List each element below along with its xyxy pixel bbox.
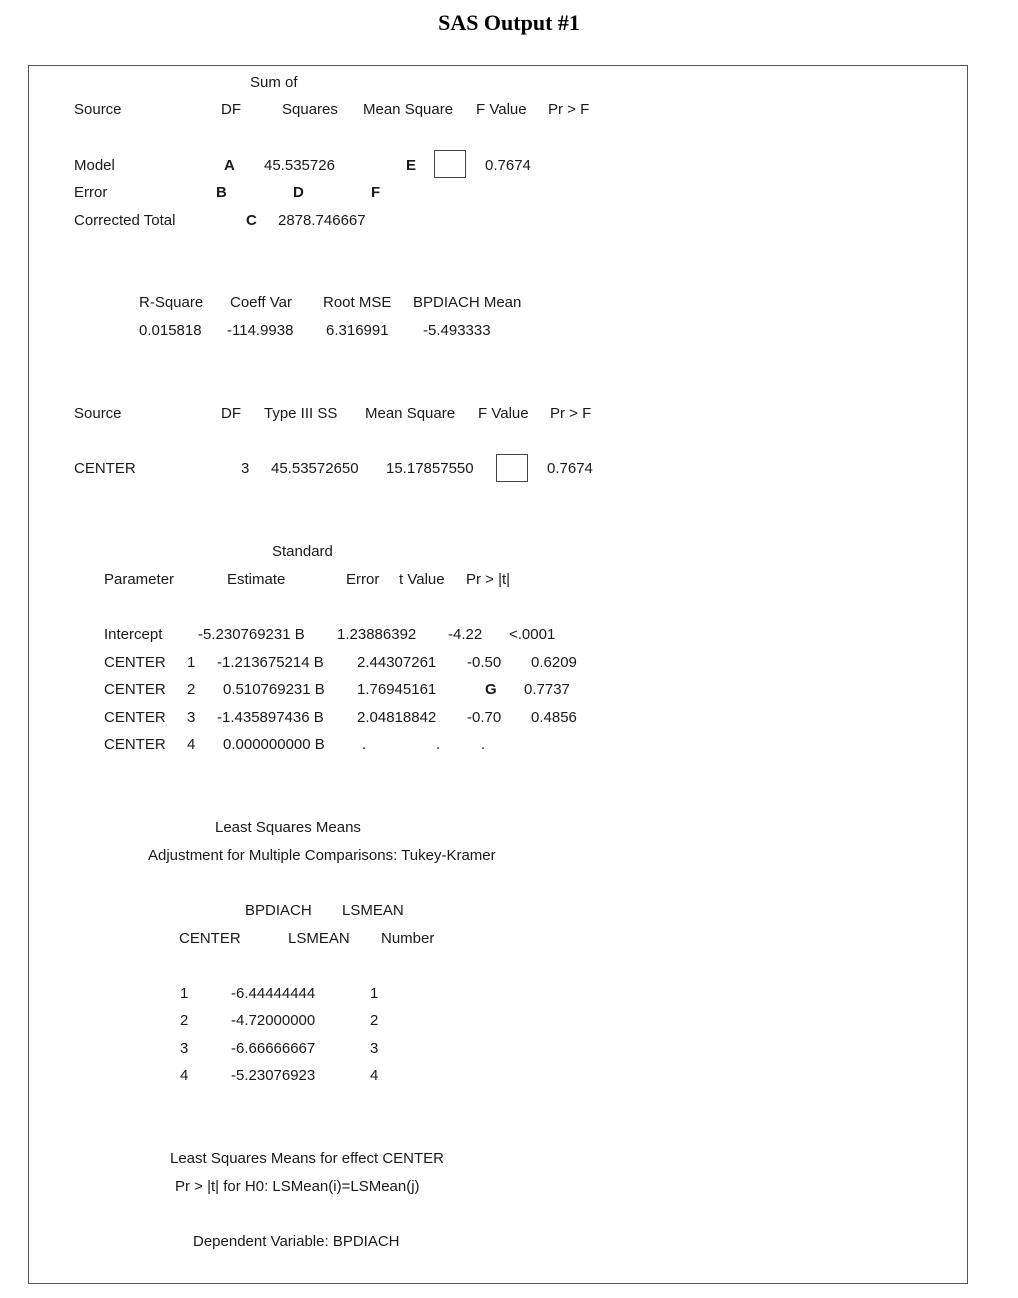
params-header: t Value: [399, 571, 445, 588]
param-name: CENTER: [104, 709, 166, 726]
type3-row-source: CENTER: [74, 460, 136, 477]
type3-row-p: 0.7674: [547, 460, 593, 477]
param-stderr: 1.76945161: [357, 681, 437, 698]
param-stderr: 1.23886392: [337, 626, 417, 643]
lsmeans-header: Number: [381, 930, 435, 947]
param-stderr: 2.44307261: [357, 654, 437, 671]
param-pvalue: 0.4856: [531, 709, 577, 726]
param-stderr: .: [362, 736, 367, 753]
lsmeans-value: -4.72000000: [231, 1012, 316, 1029]
param-estimate: 0.000000000 B: [223, 736, 325, 753]
fit-header: R-Square: [139, 294, 204, 311]
lsmeans-header: LSMEAN: [288, 930, 350, 947]
param-estimate: -1.213675214 B: [217, 654, 324, 671]
param-level: 4: [187, 736, 196, 753]
effect-subtitle: Pr > |t| for H0: LSMean(i)=LSMean(j): [175, 1178, 420, 1195]
lsmeans-header-top: LSMEAN: [342, 902, 404, 919]
type3-header-ss: Type III SS: [264, 405, 338, 422]
anova-row-ss: 2878.746667: [278, 212, 366, 229]
param-level: 1: [187, 654, 196, 671]
param-pvalue: <.0001: [509, 626, 556, 643]
fit-value: 6.316991: [326, 322, 389, 339]
params-header-top: Standard: [272, 543, 333, 560]
type3-row-ms: 15.17857550: [386, 460, 474, 477]
type3-header-ms: Mean Square: [365, 405, 456, 422]
param-tvalue: -0.70: [467, 709, 502, 726]
anova-row-source: Corrected Total: [74, 212, 176, 229]
anova-row-ss: 45.535726: [264, 157, 335, 174]
param-level: 2: [187, 681, 196, 698]
type3-row-df: 3: [241, 460, 250, 477]
lsmeans-center: 1: [180, 985, 189, 1002]
type3-header-f: F Value: [478, 405, 529, 422]
param-name: Intercept: [104, 626, 163, 643]
param-name: CENTER: [104, 736, 166, 753]
anova-header-ss: Squares: [282, 101, 338, 118]
param-tvalue: -0.50: [467, 654, 502, 671]
anova-header-top: Sum of: [250, 74, 298, 91]
lsmeans-number: 2: [370, 1012, 379, 1029]
fit-header: BPDIACH Mean: [413, 294, 522, 311]
param-pvalue: 0.6209: [531, 654, 577, 671]
lsmeans-number: 1: [370, 985, 379, 1002]
anova-row-p: 0.7674: [485, 157, 531, 174]
lsmeans-title: Least Squares Means: [215, 819, 361, 836]
anova-row-ms: F: [371, 184, 381, 201]
lsmeans-header-top: BPDIACH: [245, 902, 312, 919]
anova-row-ss: D: [293, 184, 304, 201]
params-header: Estimate: [227, 571, 286, 588]
param-estimate: -1.435897436 B: [217, 709, 324, 726]
anova-header-ms: Mean Square: [363, 101, 454, 118]
lsmeans-center: 3: [180, 1040, 189, 1057]
blank-answer-box[interactable]: [496, 454, 528, 482]
lsmeans-number: 4: [370, 1067, 379, 1084]
lsmeans-value: -6.44444444: [231, 985, 316, 1002]
params-header: Pr > |t|: [466, 571, 511, 588]
param-tvalue: .: [436, 736, 441, 753]
fit-value: -114.9938: [227, 322, 294, 339]
lsmeans-subtitle: Adjustment for Multiple Comparisons: Tukey-Kramer: [148, 847, 496, 864]
anova-row-source: Error: [74, 184, 108, 201]
lsmeans-value: -6.66666667: [231, 1040, 316, 1057]
anova-header-f: F Value: [476, 101, 527, 118]
lsmeans-center: 2: [180, 1012, 189, 1029]
anova-row-df: A: [224, 157, 235, 174]
fit-value: 0.015818: [139, 322, 202, 339]
anova-header-p: Pr > F: [548, 101, 590, 118]
lsmeans-center: 4: [180, 1067, 189, 1084]
param-pvalue: .: [481, 736, 486, 753]
type3-header-df: DF: [221, 405, 241, 422]
blank-answer-box[interactable]: [434, 150, 466, 178]
param-estimate: 0.510769231 B: [223, 681, 325, 698]
param-tvalue: -4.22: [448, 626, 483, 643]
param-name: CENTER: [104, 654, 166, 671]
anova-row-ms: E: [406, 157, 417, 174]
anova-header-source: Source: [74, 101, 122, 118]
type3-row-ss: 45.53572650: [271, 460, 359, 477]
anova-row-source: Model: [74, 157, 115, 174]
lsmeans-header: CENTER: [179, 930, 241, 947]
anova-row-df: B: [216, 184, 227, 201]
params-header: Parameter: [104, 571, 175, 588]
type3-header-source: Source: [74, 405, 122, 422]
param-estimate: -5.230769231 B: [198, 626, 305, 643]
fit-header: Coeff Var: [230, 294, 292, 311]
param-tvalue: G: [485, 681, 497, 698]
fit-value: -5.493333: [423, 322, 491, 339]
effect-title: Least Squares Means for effect CENTER: [170, 1150, 445, 1167]
params-header: Error: [346, 571, 380, 588]
anova-header-df: DF: [221, 101, 241, 118]
lsmeans-number: 3: [370, 1040, 379, 1057]
anova-row-df: C: [246, 212, 257, 229]
lsmeans-value: -5.23076923: [231, 1067, 316, 1084]
fit-header: Root MSE: [323, 294, 392, 311]
dependent-variable: Dependent Variable: BPDIACH: [193, 1233, 400, 1250]
page-title: SAS Output #1: [438, 10, 580, 35]
output-frame: [28, 65, 968, 1284]
param-name: CENTER: [104, 681, 166, 698]
type3-header-p: Pr > F: [550, 405, 592, 422]
param-level: 3: [187, 709, 196, 726]
param-pvalue: 0.7737: [524, 681, 570, 698]
param-stderr: 2.04818842: [357, 709, 437, 726]
